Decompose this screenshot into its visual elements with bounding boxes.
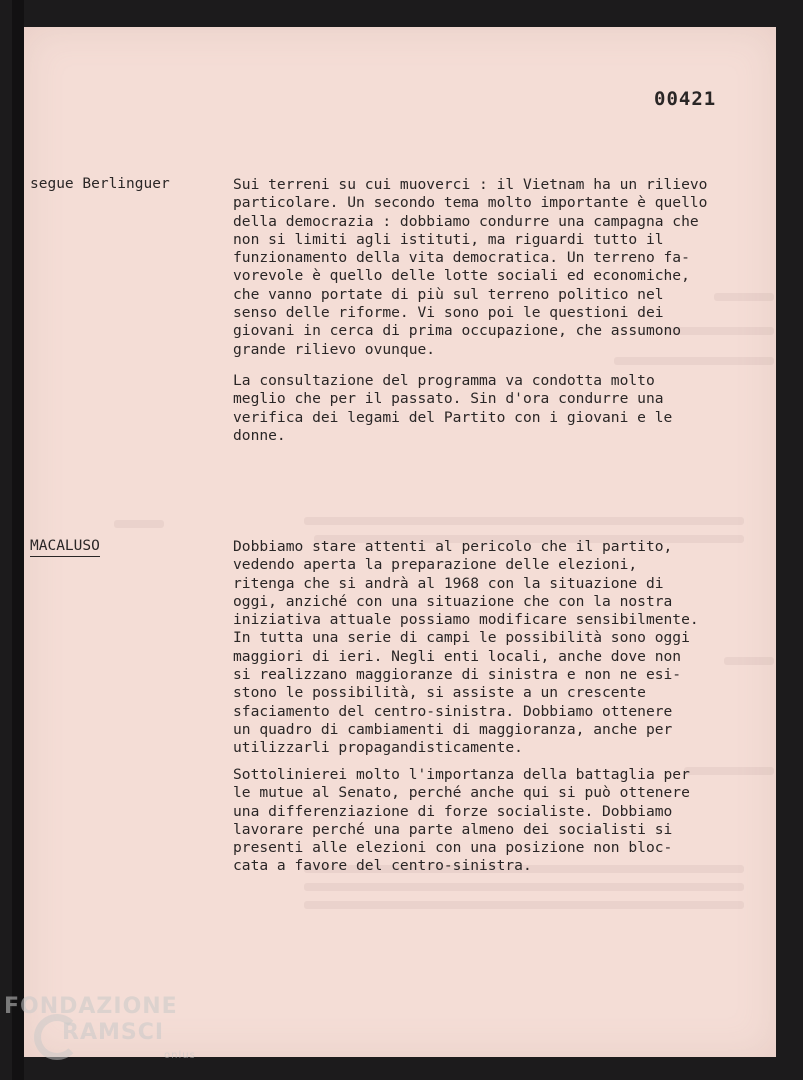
- text-line: non si limiti agli istituti, ma riguardi tutto il: [233, 230, 664, 248]
- text-line: In tutta una serie di campi le possibilità sono oggi: [233, 629, 690, 647]
- document-number: 00421: [654, 88, 717, 110]
- text-line: ritenga che si andrà al 1968 con la situazione di: [233, 574, 664, 592]
- text-line: utilizzarli propagandisticamente.: [233, 739, 523, 757]
- fondazione-gramsci-watermark: [4, 994, 204, 1074]
- text-line: donne.: [233, 426, 286, 444]
- speaker-label-macaluso: MACALUSO: [30, 538, 100, 557]
- text-line: della democrazia : dobbiamo condurre una campagna che: [233, 212, 699, 230]
- text-line: stono le possibilità, si assiste a un crescente: [233, 684, 646, 702]
- watermark-line-1: FONDAZIONE: [4, 994, 178, 1019]
- text-line: che vanno portate di più sul terreno politico nel: [233, 285, 664, 303]
- text-line: Sui terreni su cui muoverci : il Vietnam ha un rilievo: [233, 176, 708, 193]
- text-line: La consultazione del programma va condotta molto: [233, 372, 655, 389]
- paragraph-macaluso-1: [233, 538, 773, 758]
- paragraph-macaluso-2: [233, 766, 773, 876]
- text-line: presenti alle elezioni con una posizione non bloc-: [233, 839, 673, 857]
- text-line: meglio che per il passato. Sin d'ora condurre una: [233, 390, 664, 408]
- text-line: un quadro di cambiamenti di maggioranza, anche per: [233, 720, 673, 738]
- text-line: verifica dei legami del Partito con i giovani e le: [233, 408, 673, 426]
- text-line: lavorare perché una parte almeno dei socialisti si: [233, 820, 673, 838]
- scanner-edge: [12, 0, 24, 1080]
- text-line: funzionamento della vita democratica. Un terreno fa-: [233, 249, 690, 267]
- text-line: vedendo aperta la preparazione delle elezioni,: [233, 556, 638, 574]
- paragraph-berlinguer-1: [233, 176, 773, 359]
- text-line: senso delle riforme. Vi sono poi le questioni dei: [233, 304, 664, 322]
- text-line: le mutue al Senato, perché anche qui si può ottenere: [233, 784, 690, 802]
- text-line: giovani in cerca di prima occupazione, che assumono: [233, 322, 682, 340]
- text-line: grande rilievo ovunque.: [233, 340, 436, 358]
- watermark-suffix: onlus: [164, 1050, 196, 1061]
- watermark-line-2: RAMSCI: [62, 1020, 165, 1045]
- text-line: si realizzano maggioranze di sinistra e non ne esi-: [233, 666, 682, 684]
- text-line: Sottolinierei molto l'importanza della battaglia per: [233, 766, 690, 783]
- text-line: sfaciamento del centro-sinistra. Dobbiamo ottenere: [233, 702, 673, 720]
- speaker-label-berlinguer: segue Berlinguer: [30, 176, 170, 192]
- text-line: una differenziazione di forze socialiste. Dobbiamo: [233, 802, 673, 820]
- text-line: oggi, anziché con una situazione che con la nostra: [233, 592, 673, 610]
- text-line: Dobbiamo stare attenti al pericolo che il partito,: [233, 538, 673, 555]
- text-line: iniziativa attuale possiamo modificare sensibilmente.: [233, 611, 699, 629]
- text-line: cata a favore del centro-sinistra.: [233, 857, 532, 875]
- paragraph-berlinguer-2: [233, 372, 773, 445]
- text-line: maggiori di ieri. Negli enti locali, anche dove non: [233, 647, 682, 665]
- text-line: vorevole è quello delle lotte sociali ed economiche,: [233, 267, 690, 285]
- text-line: particolare. Un secondo tema molto importante è quello: [233, 194, 708, 212]
